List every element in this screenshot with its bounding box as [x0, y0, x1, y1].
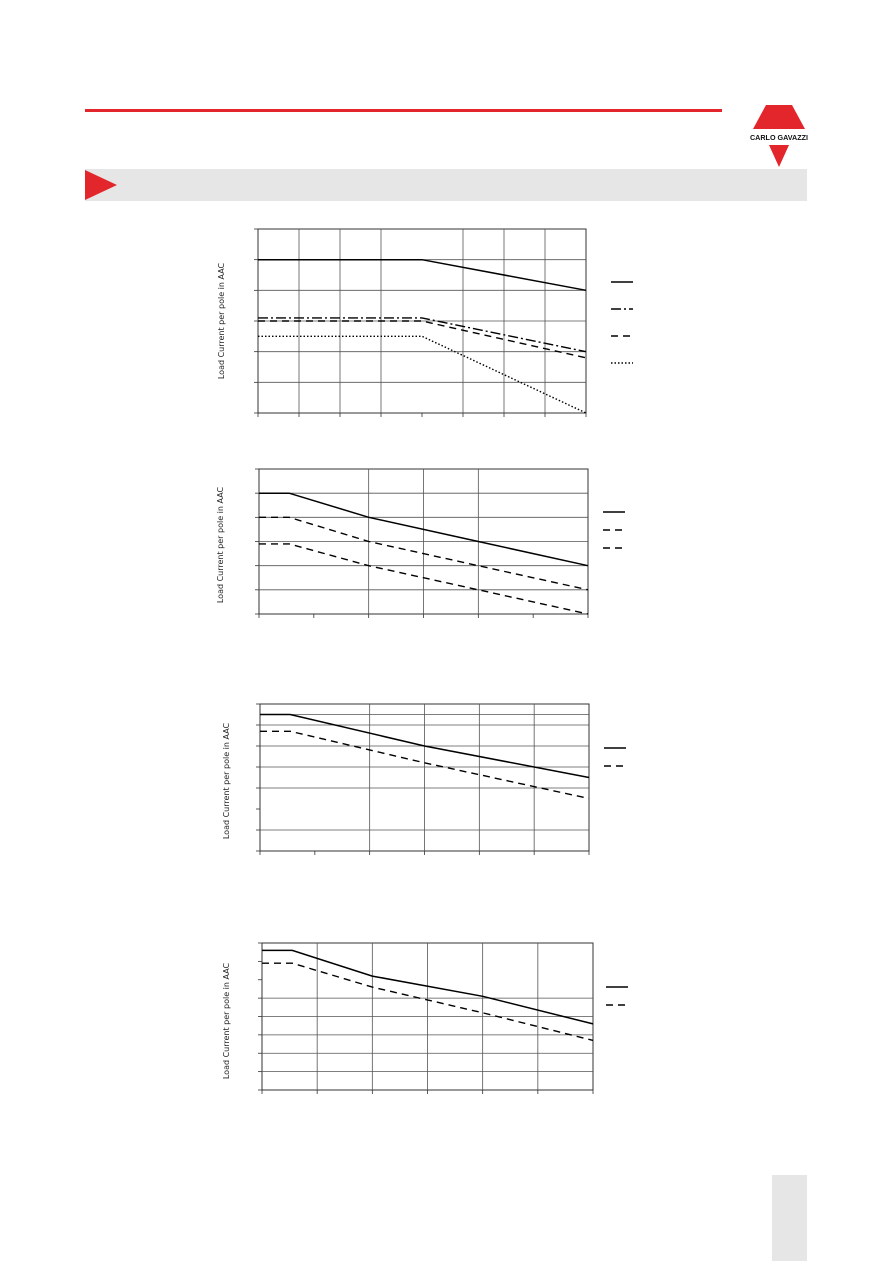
chart-1-y-axis-label: Load Current per pole in AAC	[217, 262, 226, 380]
chart-3-y-axis-label: Load Current per pole in AAC	[222, 722, 231, 840]
chart-1-series-4-line	[258, 336, 586, 413]
chart-4-y-axis-label: Load Current per pole in AAC	[222, 962, 231, 1080]
logo-text: CARLO GAVAZZI	[750, 133, 808, 142]
chart-1-series-1-line	[258, 260, 586, 291]
chart-2-y-axis-label: Load Current per pole in AAC	[216, 486, 225, 604]
page-number-tab	[772, 1175, 807, 1261]
chart-1-series-3-line	[258, 321, 586, 358]
